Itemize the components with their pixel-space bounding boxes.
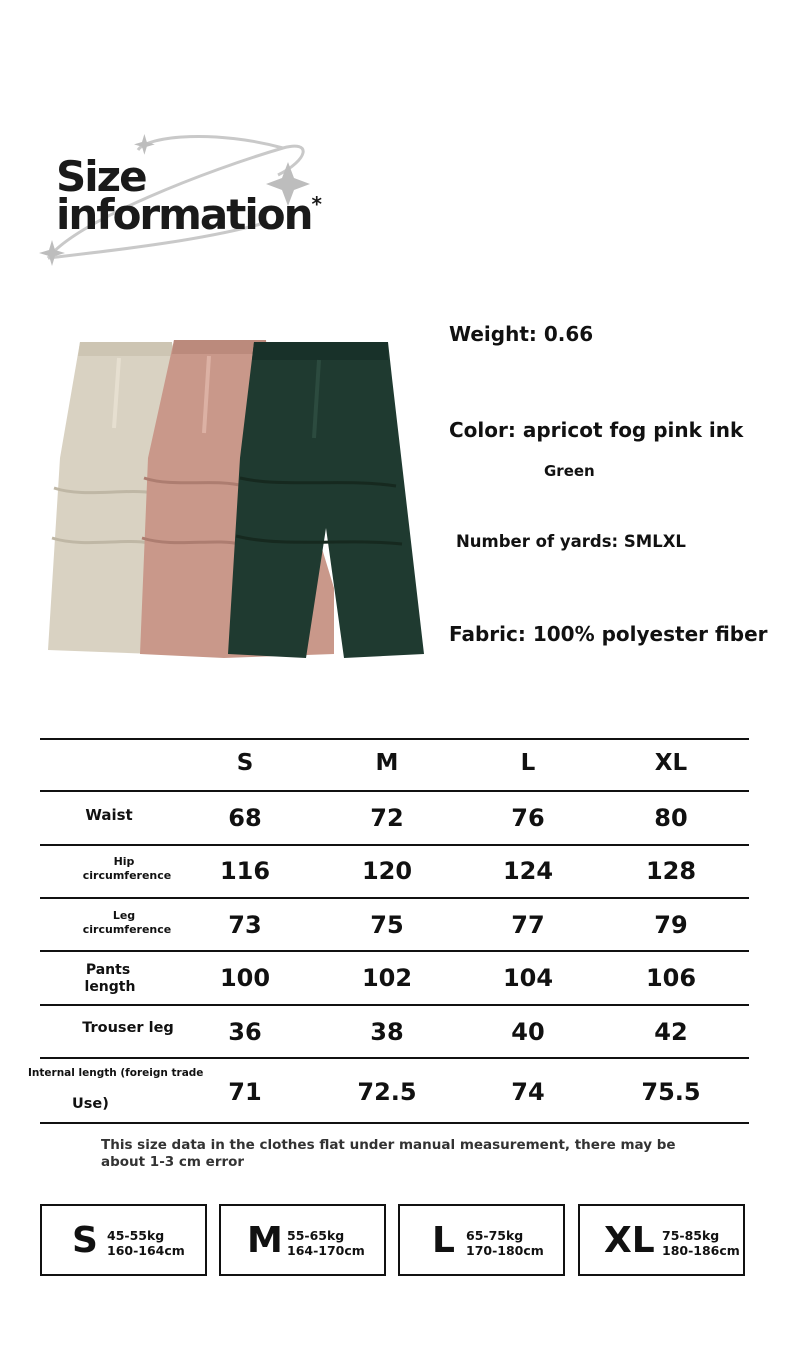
size-guide-letter: S — [72, 1220, 98, 1261]
size-guide-xl — [578, 1204, 745, 1276]
spec-color-cont: Green — [544, 462, 595, 480]
table-cell: 68 — [228, 804, 262, 832]
table-cell: 38 — [370, 1018, 404, 1046]
table-cell: 76 — [511, 804, 545, 832]
row-label-trouser-leg: Trouser leg — [82, 1020, 174, 1036]
table-rule — [40, 897, 749, 899]
row-label-leg-2: circumference — [82, 923, 172, 936]
size-guide-height: 160-164cm — [107, 1243, 185, 1258]
spec-color: Color: apricot fog pink ink — [449, 418, 744, 442]
table-rule — [40, 738, 749, 740]
row-label-internal-length-2: Use) — [72, 1096, 109, 1112]
size-guide-m — [219, 1204, 386, 1276]
spec-fabric: Fabric: 100% polyester fiber — [449, 622, 768, 646]
size-guide-l — [398, 1204, 565, 1276]
row-label-hip: Hip — [113, 855, 135, 868]
table-rule — [40, 1004, 749, 1006]
measurement-note: This size data in the clothes flat under manual measurement, there may be about 1-3 cm error — [101, 1137, 676, 1170]
spec-yards: Number of yards: SMLXL — [456, 532, 686, 551]
size-guide-weight: 65-75kg — [466, 1228, 524, 1243]
spec-weight: Weight: 0.66 — [449, 322, 594, 346]
table-cell: 74 — [511, 1078, 545, 1106]
table-cell: 36 — [228, 1018, 262, 1046]
size-guide-height: 164-170cm — [287, 1243, 365, 1258]
size-guide-height: 180-186cm — [662, 1243, 740, 1258]
row-label-hip-2: circumference — [82, 869, 172, 882]
header-size-s: S — [236, 750, 254, 776]
header-size-m: M — [375, 750, 399, 776]
table-rule — [40, 950, 749, 952]
table-rule — [40, 1057, 749, 1059]
size-guide-height: 170-180cm — [466, 1243, 544, 1258]
logo-title-line2: information* — [56, 190, 320, 239]
size-guide-weight: 45-55kg — [107, 1228, 165, 1243]
size-guide-letter: M — [247, 1220, 283, 1261]
size-guide-letter: XL — [604, 1220, 655, 1261]
pants-photo — [44, 338, 430, 660]
size-guide-weight: 75-85kg — [662, 1228, 720, 1243]
table-cell: 71 — [228, 1078, 262, 1106]
table-cell: 72.5 — [357, 1078, 417, 1106]
table-cell: 77 — [511, 911, 545, 939]
header-size-xl: XL — [654, 750, 688, 776]
size-guide-weight: 55-65kg — [287, 1228, 345, 1243]
table-cell: 106 — [645, 964, 697, 992]
table-cell: 72 — [370, 804, 404, 832]
row-label-pants-2: length — [84, 979, 136, 995]
table-cell: 42 — [654, 1018, 688, 1046]
table-rule — [40, 1122, 749, 1124]
row-label-internal-length: Internal length (foreign trade — [28, 1067, 204, 1079]
table-cell: 79 — [654, 911, 688, 939]
size-guide-s — [40, 1204, 207, 1276]
table-cell: 124 — [502, 857, 554, 885]
table-cell: 80 — [654, 804, 688, 832]
header-size-l: L — [520, 750, 536, 776]
row-label-pants: Pants — [85, 962, 131, 978]
table-cell: 75.5 — [641, 1078, 701, 1106]
table-rule — [40, 790, 749, 792]
table-cell: 100 — [219, 964, 271, 992]
table-cell: 40 — [511, 1018, 545, 1046]
table-cell: 104 — [502, 964, 554, 992]
row-label-leg: Leg — [112, 909, 136, 922]
table-rule — [40, 844, 749, 846]
table-cell: 75 — [370, 911, 404, 939]
table-cell: 73 — [228, 911, 262, 939]
logo-title-line1: Size — [56, 152, 146, 201]
table-cell: 116 — [219, 857, 271, 885]
table-cell: 120 — [361, 857, 413, 885]
table-cell: 128 — [645, 857, 697, 885]
size-information-logo — [38, 130, 338, 270]
size-guide-letter: L — [432, 1220, 455, 1261]
row-label-waist: Waist — [85, 806, 133, 824]
table-cell: 102 — [361, 964, 413, 992]
